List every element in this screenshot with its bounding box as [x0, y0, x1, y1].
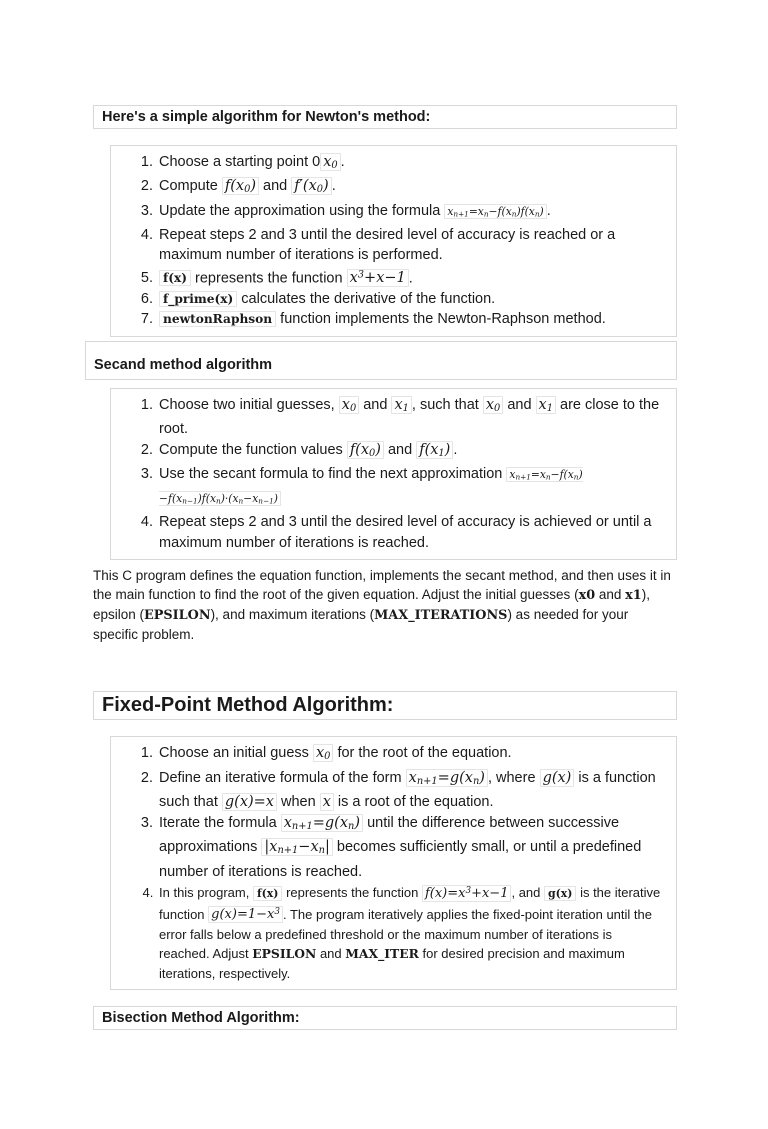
text-segment: and — [383, 441, 417, 458]
text-segment: . The program iteratively applies the fixed-point iteration until the error falls below a predefined threshold or the maximum number of iterations is reached. Adjust — [159, 906, 652, 962]
secant-list-container — [110, 388, 677, 560]
code-token: f_prime(x) — [159, 291, 237, 307]
text-segment: Use the secant formula to find the next approximation — [159, 466, 507, 483]
document-page — [93, 105, 677, 1030]
text-segment: ), and maximum iterations ( — [210, 607, 375, 623]
text-segment: calculates the derivative of the function. — [237, 290, 496, 307]
code-token: f(x) — [159, 270, 191, 286]
newton-section-header — [93, 105, 677, 129]
text-segment: . — [340, 154, 345, 170]
text-segment: Repeat steps 2 and 3 until the desired level of accuracy is achieved or until a maximum number of iterations is reached. — [159, 514, 652, 551]
bold-token: x1 — [625, 588, 642, 604]
math-expression: $x_0$ — [320, 153, 340, 171]
math-formula: $x_{n+1}=x_n-f(x_n)-f(x_{n-1})f(x_n)\cdot(x_n-x_{n-1})$ — [159, 468, 583, 506]
text-segment: until the difference between successive approximations — [159, 814, 620, 856]
bisection-section-title: Bisection Method Algorithm: — [102, 1010, 300, 1027]
list-item — [157, 152, 666, 176]
text-segment: , where — [487, 769, 540, 786]
secant-section-header — [85, 341, 677, 380]
text-segment: Choose two initial guesses, — [159, 396, 339, 413]
code-token: f(x) — [253, 886, 283, 901]
text-segment: . — [408, 270, 413, 287]
list-item — [157, 768, 666, 813]
fixed-point-section-title: Fixed-Point Method Algorithm: — [102, 694, 394, 717]
text-segment: . — [453, 441, 458, 458]
math-expression: g(x)=x — [222, 793, 277, 811]
text-segment: and — [316, 946, 346, 962]
newton-list-container — [110, 145, 677, 337]
math-expression: $f'(x_0)$ — [291, 177, 331, 195]
text-segment: Choose a starting point 0 — [159, 154, 321, 170]
list-item — [157, 813, 666, 882]
list-item — [157, 882, 666, 983]
list-item — [157, 176, 666, 200]
newton-steps-list — [111, 152, 666, 330]
text-segment: is a function such that — [159, 769, 656, 811]
list-item — [157, 440, 666, 464]
text-segment: and — [595, 587, 626, 603]
bisection-section-header — [93, 1006, 677, 1030]
math-expression: $x^3+x-1$ — [347, 269, 409, 287]
list-item — [157, 743, 666, 767]
list-item — [157, 201, 666, 225]
text-segment: and — [503, 396, 536, 413]
math-expression: $x_0$ — [313, 744, 333, 762]
math-expression: $f(x)=x^3+x-1$ — [422, 885, 512, 902]
text-segment: Iterate the formula — [159, 814, 281, 831]
bold-token: MAX_ITERATIONS — [374, 608, 508, 624]
math-expression: x — [320, 793, 334, 811]
math-expression: $x_{n+1}=g(x_n)$ — [281, 814, 363, 832]
math-expression: $x_1$ — [536, 396, 556, 414]
secant-note-paragraph — [93, 566, 677, 644]
fixed-point-section-header — [93, 691, 677, 720]
text-segment: Compute — [159, 178, 222, 195]
text-segment: Choose an initial guess — [159, 745, 313, 762]
bold-token: MAX_ITER — [345, 946, 419, 962]
text-segment: and — [359, 396, 392, 413]
text-segment: . — [546, 202, 551, 219]
list-item — [157, 289, 666, 310]
math-formula: $x_{n+1}=x_n-f(x_n)f(x_n)$ — [444, 204, 546, 219]
text-segment: Update the approximation using the formula — [159, 202, 445, 219]
secant-section-title: Secand method algorithm — [94, 356, 273, 373]
text-segment: Repeat steps 2 and 3 until the desired level of accuracy is reached or a maximum number of iterations is performed. — [159, 226, 616, 264]
newton-section-title: Here's a simple algorithm for Newton's method: — [102, 109, 431, 125]
math-expression: $f(x_0)$ — [222, 177, 259, 195]
list-item — [157, 512, 666, 553]
code-token: newtonRaphson — [159, 311, 276, 327]
text-segment: . — [331, 178, 336, 195]
text-segment: In this program, — [159, 885, 253, 900]
bold-token: x0 — [578, 588, 596, 604]
math-expression: $f(x_0)$ — [347, 441, 384, 459]
text-segment: , and — [511, 885, 544, 900]
list-item — [157, 309, 666, 330]
list-item — [157, 395, 666, 440]
text-segment: ) as needed for your specific problem. — [93, 607, 629, 643]
code-token: g(x) — [544, 886, 576, 901]
fixed-point-steps-list — [111, 743, 666, 983]
secant-steps-list — [111, 395, 666, 553]
list-item — [157, 225, 666, 266]
text-segment: for the root of the equation. — [333, 745, 512, 762]
math-expression: $f(x_1)$ — [416, 441, 453, 459]
fixed-point-list-container — [110, 736, 677, 990]
list-item — [157, 266, 666, 289]
bold-token: EPSILON — [144, 608, 211, 624]
text-segment: is the iterative function — [159, 885, 661, 922]
list-item — [157, 464, 666, 512]
text-segment: are close to the root. — [159, 396, 660, 438]
text-segment: when — [276, 794, 320, 811]
text-segment: becomes sufficiently small, or until a predefined number of iterations is reached. — [159, 839, 642, 880]
math-expression: $x_0$ — [483, 396, 503, 414]
text-segment: Define an iterative formula of the form — [159, 769, 406, 786]
text-segment: , such that — [411, 396, 483, 413]
math-expression: $x_{n+1}=g(x_n)$ — [406, 769, 488, 787]
text-segment: for desired precision and maximum iterations, respectively. — [159, 946, 625, 981]
bold-token: EPSILON — [252, 946, 317, 962]
math-expression: $x_1$ — [391, 396, 411, 414]
text-segment: represents the function — [282, 885, 422, 900]
text-segment: represents the function — [191, 270, 347, 287]
text-segment: and — [259, 178, 292, 195]
text-segment: function implements the Newton-Raphson method. — [276, 311, 606, 328]
text-segment: is a root of the equation. — [333, 794, 494, 811]
text-segment: ), epsilon ( — [93, 587, 650, 623]
text-segment: This C program defines the equation function, implements the secant method, and then uses it in the main function to find the root of the given equation. Adjust the initial guesses ( — [93, 568, 671, 603]
text-segment: Compute the function values — [159, 441, 347, 458]
math-expression: $x_0$ — [339, 396, 359, 414]
math-expression: g(x) — [540, 769, 575, 787]
math-expression: $g(x)=1-x^3$ — [208, 906, 283, 923]
math-expression: $|x_{n+1}-x_n|$ — [261, 838, 333, 856]
